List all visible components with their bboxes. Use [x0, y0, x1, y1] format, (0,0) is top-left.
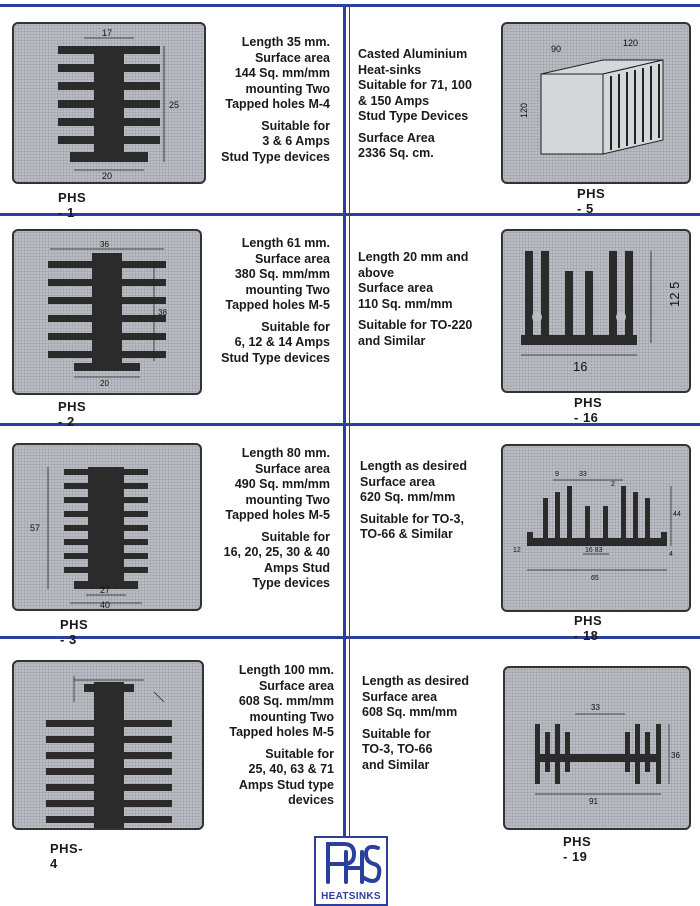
phs19-description — [362, 674, 502, 779]
phs3-profile-drawing — [14, 445, 200, 609]
phs16-description — [358, 250, 498, 355]
phs16-photo — [501, 229, 691, 393]
phs16-profile-drawing — [503, 231, 689, 391]
phs19-profile-drawing — [505, 668, 689, 828]
phs19-photo — [503, 666, 691, 830]
phs1-dim-width: 17 — [102, 28, 113, 38]
phs1-suitability: Suitable for 3 & 6 Amps Stud Type devices — [221, 118, 330, 164]
phs1-description — [200, 35, 330, 171]
phs2-suitability: Suitable for 6, 12 & 14 Amps Stud Type devices — [221, 319, 330, 365]
phs4-label: PHS-4 — [50, 841, 84, 871]
phs18-specs: Length as desired Surface area 620 Sq. mm/mm — [360, 459, 467, 504]
phs19-dim-height: 36 — [671, 751, 680, 760]
phs-monogram-icon — [316, 838, 386, 886]
phs3-photo — [12, 443, 202, 611]
phs2-profile-drawing — [14, 231, 200, 393]
phs18-dim-a: 9 — [555, 471, 559, 478]
phs2-dim-width: 36 — [100, 240, 109, 249]
phs16-dim-width: 16 — [573, 359, 588, 374]
phs3-suitability: Suitable for 16, 20, 25, 30 & 40 Amps Stud Type devices — [223, 529, 330, 590]
phs18-dim-foot: 4 — [669, 551, 673, 558]
phs1-specs: Length 35 mm. Surface area 144 Sq. mm/mm mounting Two Tapped holes M-4 — [225, 35, 330, 111]
phs2-photo — [12, 229, 202, 395]
phs4-description — [200, 663, 334, 815]
phs18-dim-c: 2 — [611, 481, 615, 488]
phs2-description — [200, 236, 330, 372]
phs18-dim-centre: 16 83 — [585, 547, 603, 554]
phs4-specs: Length 100 mm. Surface area 608 Sq. mm/mm mounting Two Tapped holes M-5 — [229, 663, 334, 739]
phs19-specs: Length as desired Surface area 608 Sq. mm/mm — [362, 674, 469, 719]
phs3-dim-mid: 27 — [100, 585, 111, 595]
phs3-dim-base: 40 — [100, 600, 111, 609]
phs5-dim-height: 120 — [519, 102, 529, 118]
phs1-profile-drawing — [14, 24, 204, 182]
phs3-description — [200, 446, 330, 598]
phs16-suitability: Suitable for TO-220 and Similar — [358, 318, 473, 348]
logo-wordmark: HEATSINKS — [321, 891, 381, 902]
phs1-label: PHS - 1 — [58, 190, 87, 220]
phs16-specs: Length 20 mm and above Surface area 110 Sq. mm/mm — [358, 250, 469, 311]
phs5-surface: Surface Area 2336 Sq. cm. — [358, 130, 435, 160]
phs18-description — [360, 459, 500, 549]
phs5-block-drawing — [503, 24, 689, 182]
phs5-dim-depth: 90 — [551, 44, 562, 54]
phs5-photo — [501, 22, 691, 184]
column-divider — [343, 4, 346, 840]
phs19-label: PHS - 19 — [563, 834, 592, 864]
phs5-description — [358, 47, 498, 168]
phs3-specs: Length 80 mm. Surface area 490 Sq. mm/mm mounting Two Tapped holes M-5 — [225, 446, 330, 522]
phs18-profile-drawing — [503, 446, 689, 610]
phs16-dim-height: 12 5 — [667, 281, 682, 307]
phs18-dim-b: 33 — [579, 471, 587, 478]
phs2-label: PHS - 2 — [58, 399, 87, 429]
phs18-photo — [501, 444, 691, 612]
phs1-photo — [12, 22, 206, 184]
phs5-label: PHS - 5 — [577, 186, 606, 216]
phs19-dim-gap: 33 — [591, 703, 600, 712]
phs5-specs: Casted Aluminium Heat-sinks Suitable for 71, 100 & 150 Amps Stud Type Devices — [358, 47, 472, 123]
phs1-dim-height: 25 — [169, 100, 180, 110]
phs18-dim-height: 44 — [673, 511, 681, 518]
phs1-dim-base: 20 — [102, 171, 113, 181]
phs3-label: PHS - 3 — [60, 617, 89, 647]
phs3-dim-height: 57 — [30, 523, 41, 533]
phs2-specs: Length 61 mm. Surface area 380 Sq. mm/mm mounting Two Tapped holes M-5 — [225, 236, 330, 312]
phs16-label: PHS - 16 — [574, 395, 603, 425]
phs18-dim-width: 65 — [591, 575, 599, 582]
top-rule — [0, 4, 700, 7]
phs4-profile-drawing — [14, 662, 202, 828]
column-divider-inner — [349, 4, 350, 840]
phs19-dim-width: 91 — [589, 797, 598, 806]
phs5-dim-width: 120 — [623, 38, 639, 48]
phs-heatsinks-logo — [314, 836, 388, 906]
phs4-photo — [12, 660, 204, 830]
phs18-label: PHS - 18 — [574, 613, 603, 643]
phs2-dim-base: 20 — [100, 379, 109, 388]
phs4-suitability: Suitable for 25, 40, 63 & 71 Amps Stud type devices — [238, 746, 334, 807]
phs18-suitability: Suitable for TO-3, TO-66 & Similar — [360, 511, 464, 541]
phs18-dim-base-height: 12 — [513, 547, 521, 554]
phs19-suitability: Suitable for TO-3, TO-66 and Similar — [362, 726, 433, 772]
phs2-dim-height: 38 — [158, 308, 167, 317]
